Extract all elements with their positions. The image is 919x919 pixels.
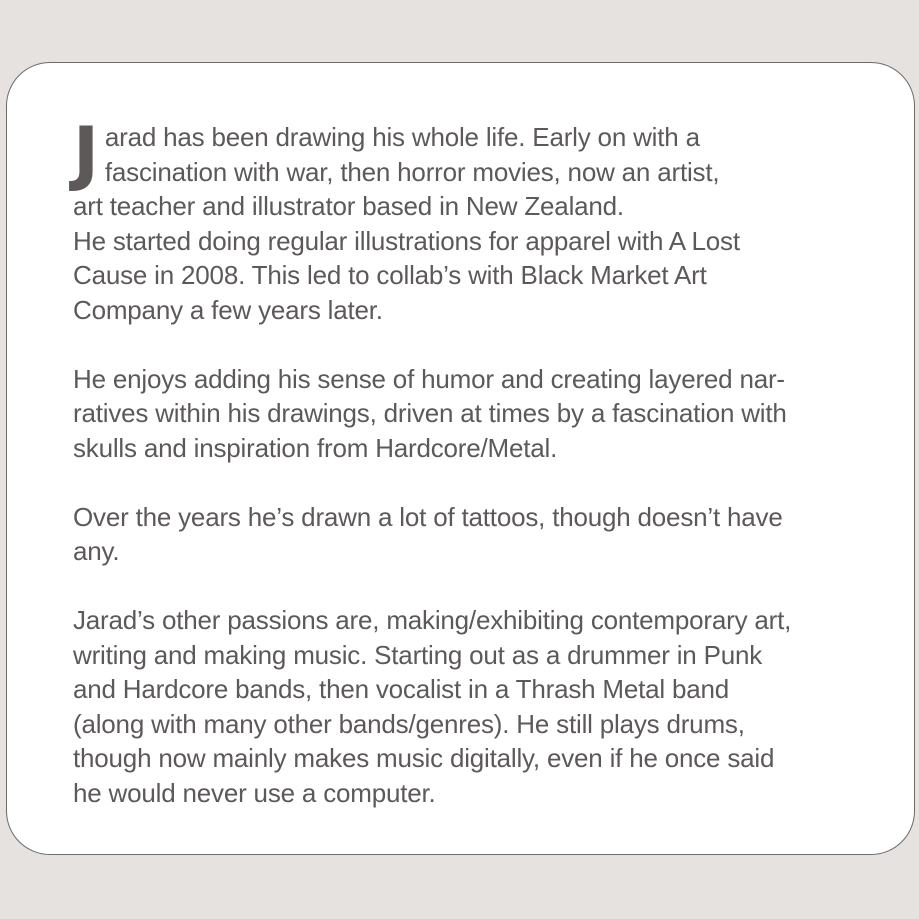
text-line: any. (73, 536, 120, 566)
text-line: He enjoys adding his sense of humor and creating layered nar- (73, 363, 785, 394)
text-line: Company a few years later. (73, 294, 383, 325)
text-line: (along with many other bands/genres). He still plays drums, (73, 708, 745, 739)
text-line: Jarad’s other passions are, making/exhibiting contemporary art, (73, 605, 792, 635)
text-line: art teacher and illustrator based in New Zealand. (73, 191, 624, 221)
text-line: fascination with war, then horror movies, now an artist, (104, 156, 720, 187)
text-line: He started doing regular illustrations for apparel with A Lost (73, 225, 740, 256)
bio-paragraph-1 (73, 112, 888, 327)
text-line: though now mainly makes music digitally, even if he once said (73, 743, 775, 773)
text-line: Cause in 2008. This led to collab’s with Black Market Art (73, 260, 707, 290)
bio-paragraph-4 (73, 603, 888, 810)
drop-cap: J (73, 112, 99, 194)
text-line: ratives within his drawings, driven at times by a fascination with (73, 398, 787, 428)
text-line: he would never use a computer. (73, 777, 436, 808)
text-line: and Hardcore bands, then vocalist in a Thrash Metal band (73, 674, 730, 704)
bio-paragraph-3 (73, 500, 888, 569)
bio-paragraph-2 (73, 362, 888, 466)
text-line: arad has been drawing his whole life. Early on with a (104, 122, 700, 152)
text-line: writing and making music. Starting out as a drummer in Punk (73, 639, 763, 670)
bio-text (73, 112, 888, 845)
text-line: skulls and inspiration from Hardcore/Metal. (73, 432, 558, 463)
text-line: Over the years he’s drawn a lot of tattoos, though doesn’t have (73, 501, 783, 532)
